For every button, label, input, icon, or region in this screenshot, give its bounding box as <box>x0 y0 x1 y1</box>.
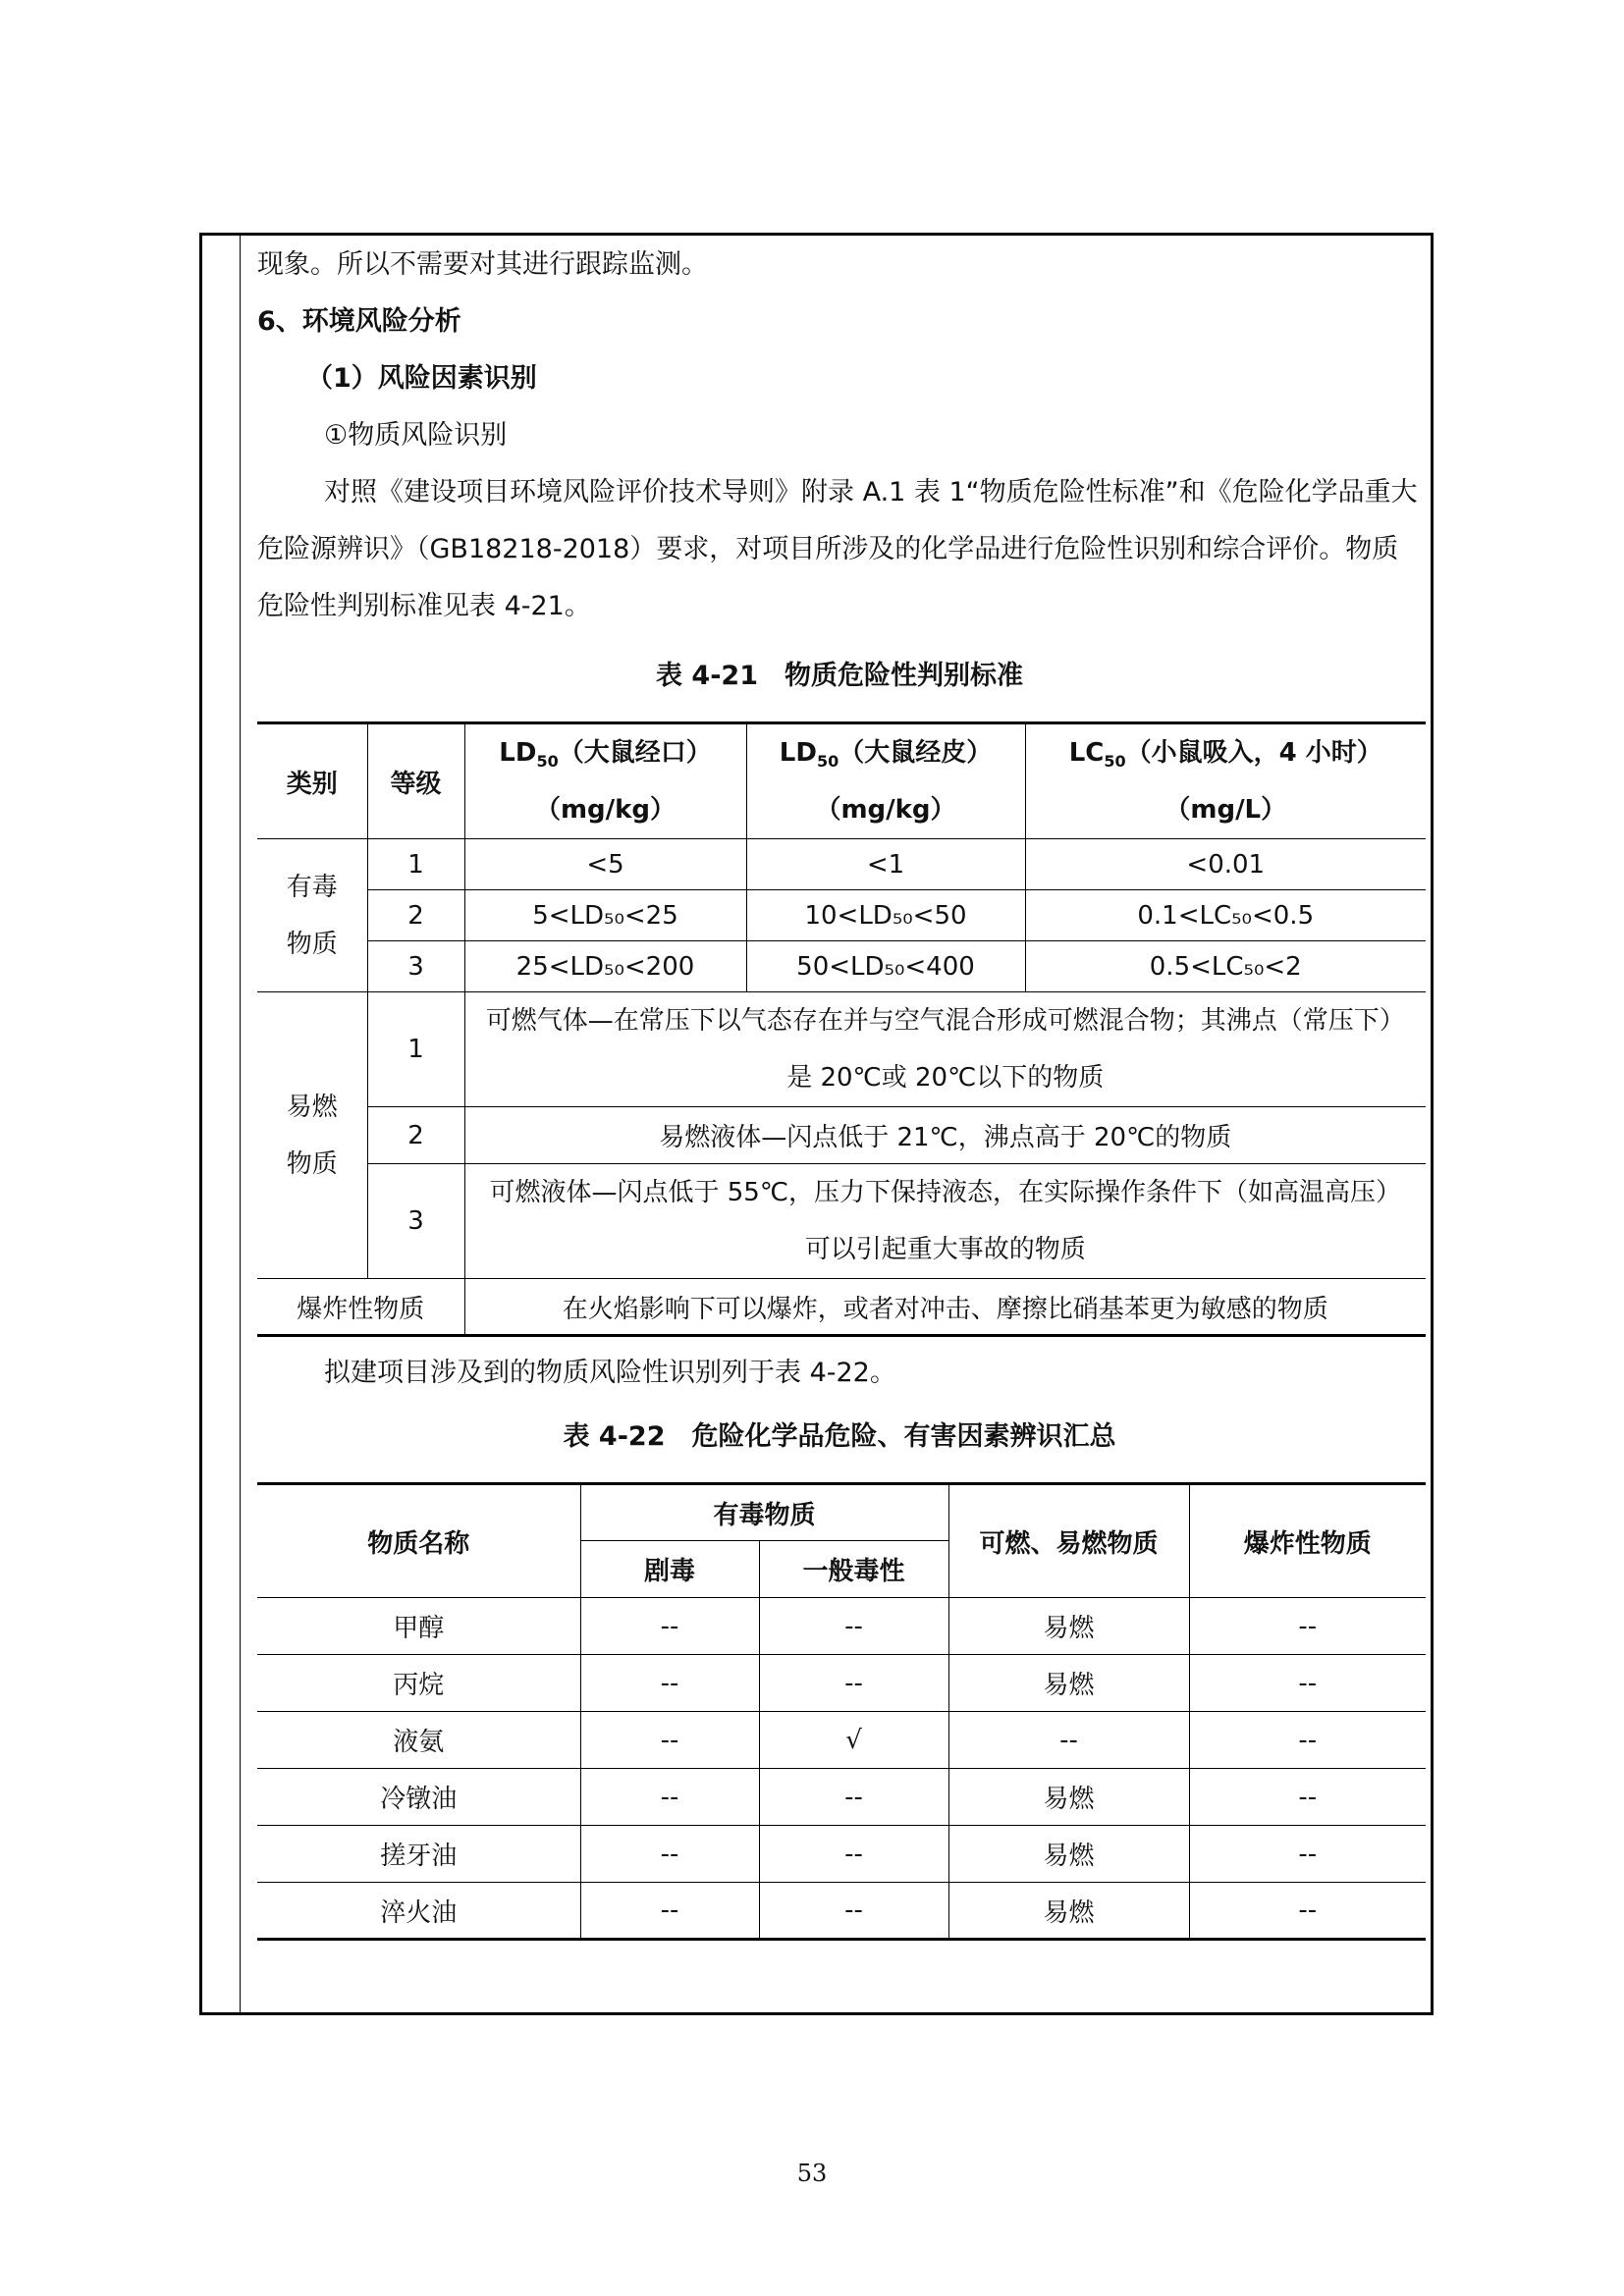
toxic-grade: 3 <box>367 941 464 992</box>
page-number: 53 <box>796 2160 828 2187</box>
hazard-criteria-table <box>257 721 1426 1337</box>
flammable-value: 易燃 <box>948 1883 1189 1940</box>
toxic-category-label: 有毒物质 <box>257 839 367 992</box>
header-explosive: 爆炸性物质 <box>1189 1484 1426 1598</box>
header-general-toxic: 一般毒性 <box>759 1541 948 1598</box>
flammable-value: 易燃 <box>948 1769 1189 1826</box>
highly-toxic-value: -- <box>580 1826 759 1883</box>
subsection-heading: （1）风险因素识别 <box>306 363 537 394</box>
general-toxic-value: -- <box>759 1655 948 1712</box>
main-content <box>257 233 1422 1941</box>
general-toxic-value: -- <box>759 1826 948 1883</box>
table1-caption: 表 4-21 物质危险性判别标准 <box>656 661 1023 691</box>
general-toxic-value: √ <box>759 1712 948 1769</box>
toxic-skin-value: 50<LD₅₀<400 <box>746 941 1025 992</box>
highly-toxic-value: -- <box>580 1655 759 1712</box>
toxic-lc-value: 0.5<LC₅₀<2 <box>1025 941 1426 992</box>
substance-name: 淬火油 <box>257 1883 580 1940</box>
flammable-grade: 1 <box>367 992 464 1107</box>
header-ld50-oral: $LD_{50}$（大鼠经口） （mg/kg） <box>464 723 746 839</box>
substance-name: 液氨 <box>257 1712 580 1769</box>
explosive-desc: 在火焰影响下可以爆炸，或者对冲击、摩擦比硝基苯更为敏感的物质 <box>464 1279 1426 1336</box>
explosive-value: -- <box>1189 1826 1426 1883</box>
header-toxic: 有毒物质 <box>580 1484 948 1541</box>
paragraph-1: 对照《建设项目环境风险评价技术导则》附录 A.1 表 1“物质危险性标准”和《危险化学品重大危险源辨识》（GB18218-2018）要求，对项目所涉及的化学品进行危险性识别和综合评价。物质危险性判别标准见表 4-21。 <box>257 477 1418 621</box>
highly-toxic-value: -- <box>580 1598 759 1655</box>
general-toxic-value: -- <box>759 1598 948 1655</box>
general-toxic-value: -- <box>759 1769 948 1826</box>
header-flammable: 可燃、易燃物质 <box>948 1484 1189 1598</box>
sub-item: ①物质风险识别 <box>324 420 508 451</box>
highly-toxic-value: -- <box>580 1769 759 1826</box>
substance-name: 冷镦油 <box>257 1769 580 1826</box>
toxic-lc-value: <0.01 <box>1025 839 1426 890</box>
flammable-value: 易燃 <box>948 1598 1189 1655</box>
flammable-value: 易燃 <box>948 1826 1189 1883</box>
flammable-value: 易燃 <box>948 1655 1189 1712</box>
intro-line: 现象。所以不需要对其进行跟踪监测。 <box>257 249 708 280</box>
table2-caption: 表 4-22 危险化学品危险、有害因素辨识汇总 <box>563 1421 1116 1452</box>
flammable-grade: 2 <box>367 1107 464 1164</box>
toxic-grade: 2 <box>367 890 464 941</box>
flammable-category-label: 易燃物质 <box>257 992 367 1279</box>
flammable-grade: 3 <box>367 1164 464 1279</box>
paragraph-2: 拟建项目涉及到的物质风险性识别列于表 4-22。 <box>324 1358 896 1388</box>
toxic-lc-value: 0.1<LC₅₀<0.5 <box>1025 890 1426 941</box>
header-lc50: $LC_{50}$（小鼠吸入，4 小时） （mg/L） <box>1025 723 1426 839</box>
header-highly-toxic: 剧毒 <box>580 1541 759 1598</box>
explosive-value: -- <box>1189 1655 1426 1712</box>
explosive-value: -- <box>1189 1883 1426 1940</box>
section-heading: 6、环境风险分析 <box>257 306 461 337</box>
substance-name: 甲醇 <box>257 1598 580 1655</box>
toxic-skin-value: <1 <box>746 839 1025 890</box>
flammable-value: -- <box>948 1712 1189 1769</box>
header-ld50-skin: $LD_{50}$（大鼠经皮） （mg/kg） <box>746 723 1025 839</box>
flammable-desc: 可燃气体—在常压下以气态存在并与空气混合形成可燃混合物；其沸点（常压下）是 20℃或 20℃以下的物质 <box>464 992 1426 1107</box>
header-substance-name: 物质名称 <box>257 1484 580 1598</box>
explosive-value: -- <box>1189 1712 1426 1769</box>
substance-name: 搓牙油 <box>257 1826 580 1883</box>
toxic-grade: 1 <box>367 839 464 890</box>
explosive-value: -- <box>1189 1598 1426 1655</box>
highly-toxic-value: -- <box>580 1883 759 1940</box>
toxic-oral-value: <5 <box>464 839 746 890</box>
hazard-summary-table <box>257 1482 1426 1941</box>
toxic-skin-value: 10<LD₅₀<50 <box>746 890 1025 941</box>
general-toxic-value: -- <box>759 1883 948 1940</box>
header-grade: 等级 <box>367 723 464 839</box>
frame-gutter-line <box>240 236 241 2012</box>
header-category: 类别 <box>257 723 367 839</box>
explosive-value: -- <box>1189 1769 1426 1826</box>
toxic-oral-value: 5<LD₅₀<25 <box>464 890 746 941</box>
substance-name: 丙烷 <box>257 1655 580 1712</box>
explosive-category-label: 爆炸性物质 <box>257 1279 464 1336</box>
toxic-oral-value: 25<LD₅₀<200 <box>464 941 746 992</box>
flammable-desc: 易燃液体—闪点低于 21℃，沸点高于 20℃的物质 <box>464 1107 1426 1164</box>
flammable-desc: 可燃液体—闪点低于 55℃，压力下保持液态，在实际操作条件下（如高温高压）可以引起重大事故的物质 <box>464 1164 1426 1279</box>
highly-toxic-value: -- <box>580 1712 759 1769</box>
